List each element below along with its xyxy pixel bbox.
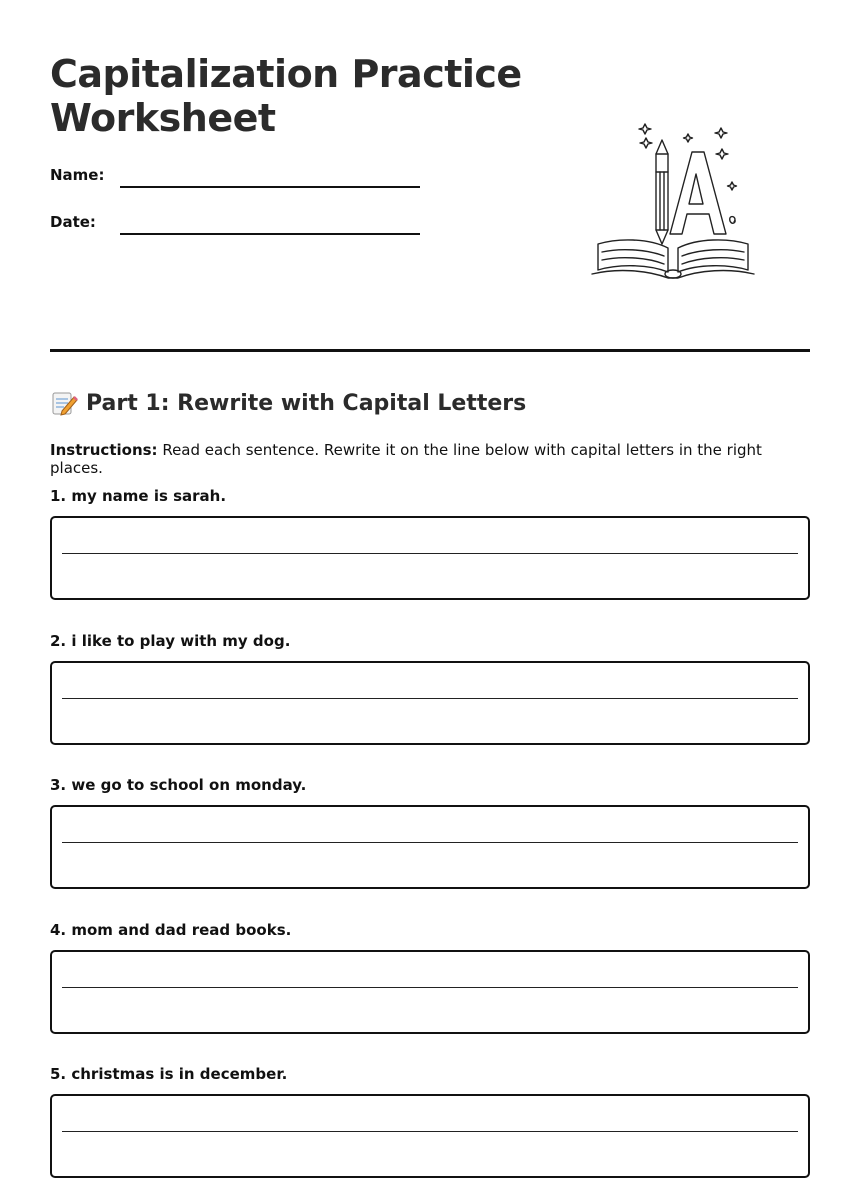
question-text: 4. mom and dad read books.	[50, 921, 292, 939]
section-divider	[50, 349, 810, 352]
name-write-line[interactable]	[120, 186, 420, 188]
memo-icon	[50, 389, 78, 417]
part1-heading	[50, 389, 526, 417]
question-text: 2. i like to play with my dog.	[50, 632, 291, 650]
question-text: 1. my name is sarah.	[50, 487, 227, 505]
instructions-label: Instructions:	[50, 441, 158, 459]
answer-box[interactable]	[50, 805, 810, 889]
instructions	[50, 441, 810, 477]
answer-box[interactable]	[50, 1094, 810, 1178]
answer-line	[62, 987, 798, 988]
answer-box[interactable]	[50, 516, 810, 600]
name-label: Name:	[50, 166, 105, 184]
instructions-text: Read each sentence. Rewrite it on the line below with capital letters in the right places.	[50, 441, 762, 477]
date-label: Date:	[50, 213, 96, 231]
date-write-line[interactable]	[120, 233, 420, 235]
question-text: 3. we go to school on monday.	[50, 776, 307, 794]
answer-box[interactable]	[50, 950, 810, 1034]
answer-line	[62, 842, 798, 843]
book-pencil-letter-a-icon	[588, 112, 758, 284]
answer-box[interactable]	[50, 661, 810, 745]
page-title: Capitalization Practice Worksheet	[50, 52, 522, 140]
question-text: 5. christmas is in december.	[50, 1065, 288, 1083]
part1-title: Part 1: Rewrite with Capital Letters	[86, 390, 527, 416]
answer-line	[62, 553, 798, 554]
answer-line	[62, 698, 798, 699]
answer-line	[62, 1131, 798, 1132]
